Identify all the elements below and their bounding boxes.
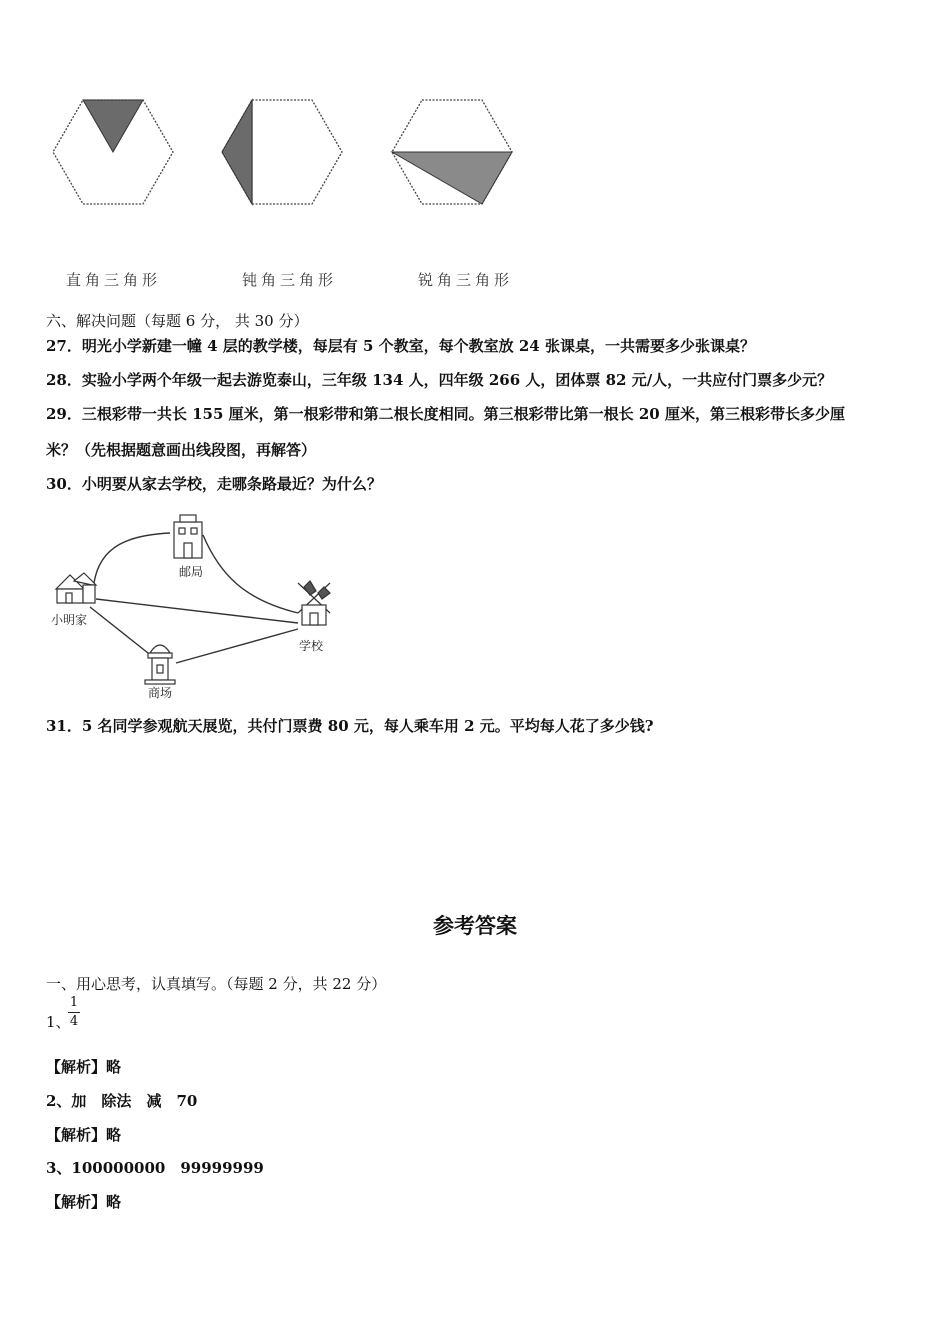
label-obtuse-triangle: 钝角三角形 [242,271,338,289]
shaded-acute-triangle [392,152,512,204]
map-label-home: 小明家 [51,613,88,627]
shaded-obtuse-triangle [222,100,252,204]
question-30: 30．小明要从家去学校，走哪条路最近？为什么？ [46,475,382,493]
answer-2: 2、加 除法 减 70 [46,1092,198,1110]
home-icon [56,573,96,603]
question-31: 31．5 名同学参观航天展览，共付门票费 80 元，每人乘车用 2 元。平均每人花了多少钱? [46,717,654,735]
road-home-mall [90,607,148,653]
section6-heading: 六、解决问题（每题 6 分， 共 30 分） [46,312,309,330]
fraction-denominator: 4 [69,1014,79,1029]
post-office-icon [174,515,202,558]
question-29-line2: 米？（先根据题意画出线段图，再解答） [46,441,317,459]
analysis-2: 【解析】略 [46,1126,122,1144]
fraction-numerator: 1 [69,995,79,1010]
hexagon-figures [40,90,540,220]
road-post-school [203,535,298,613]
label-right-triangle: 直角三角形 [66,271,162,289]
answers-section1-heading: 一、用心思考，认真填写。（每题 2 分，共 22 分） [46,975,387,993]
map-label-post-office: 邮局 [179,565,204,579]
answers-title: 参考答案 [433,913,517,938]
question-29-line1: 29．三根彩带一共长 155 厘米，第一根彩带和第二根长度相同。第三根彩带比第一根长 20 厘米，第三根彩带长多少厘 [46,405,845,423]
answer-3: 3、100000000 99999999 [46,1159,264,1177]
question-27: 27．明光小学新建一幢 4 层的教学楼，每层有 5 个教室，每个教室放 24 张课桌，一共需要多少张课桌？ [46,337,755,355]
analysis-1: 【解析】略 [46,1058,122,1076]
answer-1-prefix: 1、 [46,1013,71,1031]
route-map [40,505,360,705]
map-label-school: 学校 [299,639,324,653]
map-label-mall: 商场 [148,686,173,700]
answer-1-fraction [68,995,80,1030]
question-28: 28．实验小学两个年级一起去游览泰山，三年级 134 人，四年级 266 人，团体票 82 元/人，一共应付门票多少元？ [46,371,833,389]
label-acute-triangle: 锐角三角形 [418,271,514,289]
road-mall-school [176,629,298,663]
shaded-right-triangle [83,100,143,152]
school-icon [298,581,330,625]
analysis-3: 【解析】略 [46,1193,122,1211]
mall-icon [145,645,175,684]
road-home-post [94,533,170,583]
